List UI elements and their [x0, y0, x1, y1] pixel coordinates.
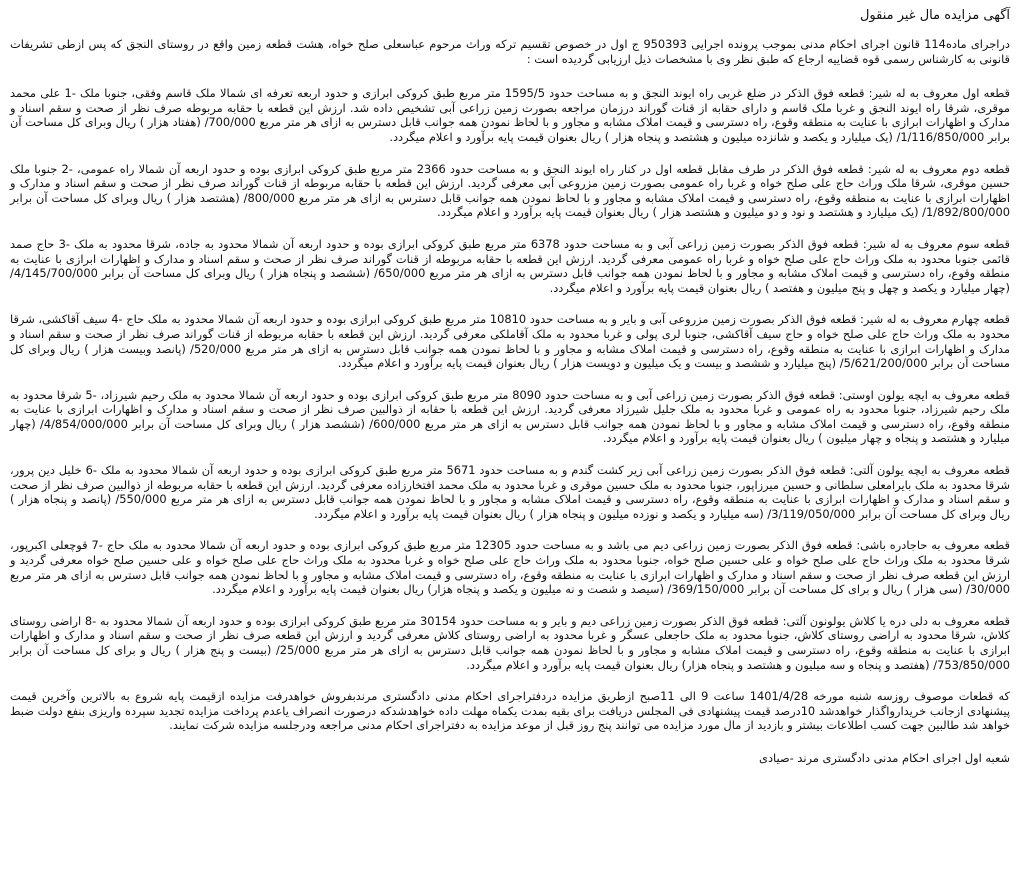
- issuer-signature: شعبه اول اجرای احکام مدنی دادگستری مرند -صیادی: [759, 750, 1010, 765]
- parcel-2-paragraph: قطعه دوم معروف به له شیر: قطعه فوق الذکر در طرف مقابل قطعه اول در کنار راه ایوند النجق و به مساحت حدود 2366 متر مربع طبق کروکی ابرازی بوده و حدود اربعه آن شمالا راه عمومی، -2 جنوبا ملک حسین موقری، شرقا ملک وراث حاج علی صلح خواه و غربا راه عمومی بصورت زمین مزروعی آبی معرفی گردید. ارزش این قطعه با حقابه مربوطه از قنات گوراند صرف نظر از صحت و سقم اسناد و مدارک و اظهارات ابرازی با عنایت به منطقه وقوع، راه دسترسی و قیمت املاک مشابه و مجاور و با لحاظ نمودن همه جوانب قابل دسترس به ازای هر متر مربع 800/000/ (هشتصد هزار ) ریال وبرای کل مساحت آن برابر 1/892/800/000/ (یک میلیارد و هشتصد و نود و دو میلیون و هشتصد هزار ) ریال بعنوان قیمت پایه برآورد و اعلام میگردد.: [10, 161, 1011, 220]
- parcel-7-paragraph: قطعه معروف به حاجادره باشی: قطعه فوق الذکر بصورت زمین زراعی دیم می باشد و به مساحت حدود 12305 متر مربع طبق کروکی ابرازی بوده و حدود اربعه آن شمالا محدود به ملک حاج -7 قوچعلی اکبرپور، شرقا محدود به ملک وراث حاج علی صلح خواه و علی حسین صلح خواه، جنوبا محدود به ملک وراث حاج علی صلح خواه و غربا محدود به ملک وراث حاج علی صلح خواه و علی حسین صلح خواه معرفی گردید و ارزش این قطعه صرف نظر از صحت و سقم اسناد و مدارک و اظهارات ابرازی با عنایت به منطقه وقوع، راه دسترسی و قیمت املاک مشابه و مجاور و با لحاظ نمودن همه جوانب قابل دسترس به ازای هر متر مربع 30/000/ (سی هزار ) ریال و برای کل مساحت آن برابر 369/150/000/ (سیصد و شصت و نه میلیون و یکصد و پنجاه هزار) ریال بعنوان قیمت پایه برآورد و اعلام میگردد.: [10, 538, 1010, 597]
- parcel-5-paragraph: قطعه معروف به ایچه یولون اوستی: قطعه فوق الذکر بصورت زمین زراعی آبی و به مساحت حدود 8090 متر مربع طبق کروکی ابرازی بوده و حدود اربعه آن شمالا محدود به ملک رحیم شیرزاد، -5 شرقا محدود به ملک رحیم شیرزاد، جنوبا محدود به راه عمومی و غربا محدود به ملک جلیل شیرزاد معرفی گردید. ارزش این قطعه با حقابه از ذوالبین صرف نظر از صحت و سقم اسناد و مدارک و اظهارات ابرازی با عنایت به منطقه وقوع، راه دسترسی و قیمت املاک مشابه و مجاور و با لحاظ نمودن همه جوانب قابل دسترس به ازای هر متر مربع 600/000/ (ششصد هزار ) ریال وبرای کل مساحت آن برابر 4/854/000/000/ (چهار میلیارد و هشتصد و پنجاه و چهار میلیون ) ریال بعنوان قیمت پایه برآورد و اعلام میگردد.: [10, 387, 1011, 446]
- parcel-4-paragraph: قطعه چهارم معروف به له شیر: قطعه فوق الذکر بصورت زمین مزروعی آبی و بایر و به مساحت حدود 10810 متر مربع طبق کروکی ابرازی بوده و حدود اربعه آن شمالا محدود به ملک حاج -4 سیف آقاکشی، شرقا محدود به ملک وراث حاج علی صلح خواه و حاج سیف آقاکشی، جنوبا لری پولی و غربا محدود به ملک آقاملکی معرفی گردید. ارزش این قطعه با حقابه مربوطه از قنات گوراند صرف نظر از صحت و سقم اسناد و مدارک و اظهارات ابرازی با عنایت به منطقه وقوع، راه دسترسی و قیمت املاک مشابه و مجاور و با لحاظ نمودن همه جوانب قابل دسترس به ازای هر متر مربع 520/000/ (پانصد وبیست هزار ) ریال وبرای کل مساحت آن برابر 5/621/200/000/ (پنج میلیارد و ششصد و بیست و یک میلیون و دویست هزار ) ریال بعنوان قیمت پایه برآورد و اعلام میگردد.: [10, 312, 1011, 371]
- parcel-8-paragraph: قطعه معروف به دلی دره یا کلاش یولونون آلتی: قطعه فوق الذکر بصورت زمین زراعی دیم و بایر و به مساحت حدود 30154 متر مربع طبق کروکی ابرازی بوده و حدود اربعه آن شمالا محدود به -8 اراضی روستای کلاش، شرقا محدود به اراضی روستای کلاش، جنوبا محدود به ملک حاجعلی عسگر و غربا محدود به اراضی روستای کلاش معرفی گردید و ارزش این قطعه صرف نظر از صحت و سقم اسناد و مدارک و اظهارات ابرازی با عنایت به منطقه وقوع، راه دسترسی و قیمت املاک مشابه و مجاور و با لحاظ نمودن همه جوانب قابل دسترس به ازای هر متر مربع 25/000/ (بیست و پنج هزار ) ریال و برای کل مساحت آن برابر 753/850/000/ (هفتصد و پنجاه و سه میلیون و هشتصد و پنجاه هزار) ریال بعنوان قیمت پایه برآورد و اعلام میگردد.: [10, 613, 1011, 672]
- document-title: آگهی مزایده مال غیر منقول: [859, 8, 1010, 23]
- parcel-3-paragraph: قطعه سوم معروف به له شیر: قطعه فوق الذکر بصورت زمین زراعی آبی و به مساحت حدود 6378 متر مربع طبق کروکی ابرازی بوده و حدود اربعه آن شمالا محدود به جاده، شرقا محدود به ملک -3 حاج صمد قائمی جنوبا محدود به ملک وراث حاج علی صلح خواه و غربا راه عمومی معرفی گردید. ارزش این قطعه با حقابه مربوطه از قنات گوراند صرف نظر از صحت و سقم اسناد و مدارک و اظهارات ابرازی با عنایت به منطقه وقوع، راه دسترسی و قیمت املاک مشابه و مجاور و با لحاظ نمودن همه جوانب قابل دسترس به ازای هر متر مربع 650/000/ (ششصد و پنجاه هزار ) ریال وبرای کل مساحت آن برابر 4/145/700/000/ (چهار میلیارد و یکصد و چهل و پنج میلیون و هفتصد ) ریال بعنوان قیمت پایه برآورد و اعلام میگردد.: [10, 236, 1011, 295]
- parcel-1-paragraph: قطعه اول معروف به له شیر: قطعه فوق الذکر در ضلع غربی راه ایوند النجق و به مساحت حدود 1595/5 متر مربع طبق کروکی ابرازی و حدود اربعه تعرفه ای شمالا ملک قاسم وفقی، جنوبا ملک -1 علی محمد موقری، شرقا راه ایوند النجق و غربا ملک قاسم و دارای حقابه از قنات گوراند درزمان مراجعه بصورت زمین زراعی آبی تشخیص داده شد. ارزش این قطعه با حقابه مربوطه صرف نظر از صحت و سقم اسناد و مدارک و اظهارات ابرازی با عنایت به منطقه وقوع، راه دسترسی و قیمت املاک مشابه و مجاور و با لحاظ نمودن همه جوانب قابل دسترس به ازای هر متر مربع 700/000/ (هفتاد هزار ) ریال وبرای کل مساحت آن برابر 1/116/850/000/ (یک میلیارد و یکصد و شانزده میلیون و هشتصد و پنجاه هزار ) ریال بعنوان قیمت پایه برآورد و اعلام میگردد.: [10, 86, 1010, 144]
- parcel-6-paragraph: قطعه معروف به ایچه یولون آلتی: قطعه فوق الذکر بصورت زمین زراعی آبی زیر کشت گندم و به مساحت حدود 5671 متر مربع طبق کروکی ابرازی بوده و حدود اربعه آن شمالا محدود به ملک -6 خلیل دین پرور، شرقا محدود به ملک بایرامعلی سلطانی و حسین میرزاپور، جنوبا محدود به ملک حسین موقری و غربا محدود به ملک محمد افتخارزاده معرفی گردید. ارزش این قطعه با حقابه مربوطه از ذوالبین صرف نظر از صحت و سقم اسناد و مدارک و اظهارات ابرازی با عنایت به منطقه وقوع، راه دسترسی و قیمت املاک مشابه و مجاور و با لحاظ نمودن همه جوانب قابل دسترس به ازای هر متر مربع 550/000/ (پانصد و پنجاه هزار ) ریال وبرای کل مساحت آن برابر 3/119/050/000/ (سه میلیارد و یکصد و نوزده میلیون و پنجاه هزار ) ریال بعنوان قیمت پایه برآورد و اعلام میگردد.: [10, 463, 1010, 521]
- auction-terms-paragraph: که قطعات موصوف روزسه شنبه مورخه 1401/4/28 ساعت 9 الی 11صبح ازطریق مزایده دردفتراجرای احکام مدنی دادگستری مرندبفروش خواهدرفت مزایده ازقیمت پایه شروع به بالاترین وآخرین قیمت پیشنهادی ازجانب خریدارواگذار خواهدشد 10درصد قیمت پیشنهادی فی المجلس دریافت برای بقیه بمدت یکماه مهلت داده خواهدشدکه درصورت انصراف یاعدم پرداخت مزایده تجدید سپرده واریزی بنفع دولت ضبط خواهد شد طالبین جهت کسب اطلاعات بیشتر و بازدید از مال مورد مزایده می توانند پنج روز قبل از موعد مزایده به دفتراجرای احکام مدنی مراجعه ودرجلسه مزایده شرکت نمایند.: [10, 689, 1010, 733]
- intro-paragraph: دراجرای ماده114 قانون اجرای احکام مدنی بموجب پرونده اجرایی 950393 ج اول در خصوص تقسیم ترکه وراث مرحوم عباسعلی صلح خواه، هشت قطعه زمین واقع در روستای النجق که پس ازطی تشریفات قانونی به کارشناس رسمی قوه قضاییه ارجاع که طبق نظر وی با مشخصات ذیل ارزیابی گردیده است :: [10, 37, 1010, 66]
